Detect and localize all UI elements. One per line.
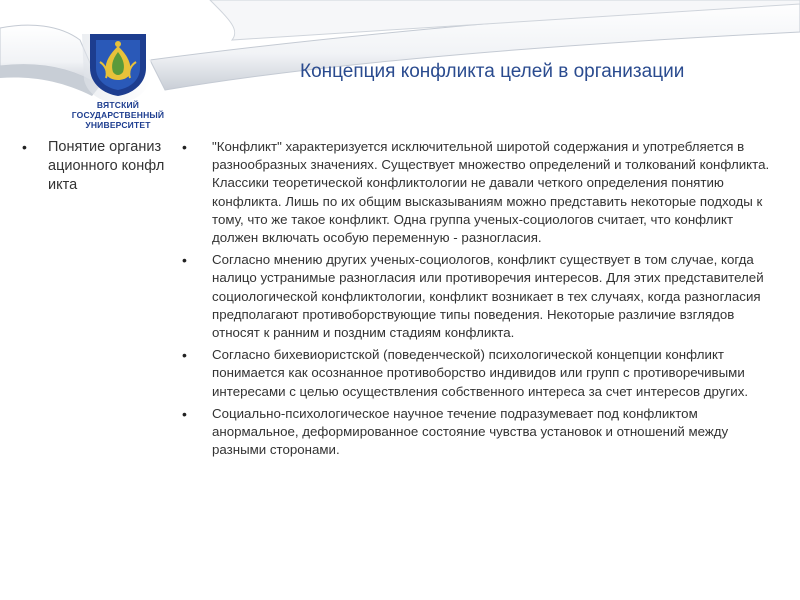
paragraph-text: Согласно мнению других ученых-социологов, конфликт существует в том случае, когда налицо устранимые разногласия или противоречия интересов. Для этих представителей социологической конфликтологии, конфликт возникает в тех случаях, когда разногласия предполагают противоборствующие типы поведения. Некоторые различие взглядов относят к ранним и поздним стадиям конфликта.: [212, 252, 764, 341]
slide-title: Концепция конфликта целей в организации: [300, 61, 685, 82]
paragraph-text: "Конфликт" характеризуется исключительной широтой содержания и употребляется в разнообразных значениях. Существует множество определений и толкований конфликта. Классики теоретической конфликтологии не давали четкого определения понятию конфликта. Лишь по их общим высказываниям можно представить некоторые подходы к тому, что же такое конфликт. Одна группа ученых-социологов считает, что конфликт должен включать особую переменную - разногласия.: [212, 139, 770, 246]
list-item: [182, 138, 772, 247]
topic-label: Понятие организационного конфликта: [48, 139, 165, 193]
bullet-icon: •: [182, 347, 187, 364]
right-column: [182, 138, 772, 463]
university-logo: [78, 32, 158, 98]
bullet-icon: •: [182, 139, 187, 155]
left-column: [22, 138, 172, 195]
paragraph-text: Согласно бихевиористской (поведенческой) психологической концепции конфликт понимается как осознанное противоборство индивидов или групп с противоречивыми интересами с целью осуществления собственного интереса за счет интересов других.: [212, 347, 749, 399]
bullet-icon: •: [182, 252, 187, 269]
bullet-icon: •: [182, 405, 187, 422]
university-name-line: УНИВЕРСИТЕТ: [85, 120, 151, 130]
university-name-line: ВЯТСКИЙ: [96, 100, 140, 110]
list-item: [182, 251, 772, 342]
list-item: [22, 138, 172, 195]
paragraph-text: Социально-психологическое научное течение подразумевает под конфликтом анормальное, деформированное состояние чувства установок и отношений между разными сторонами.: [212, 405, 729, 458]
bullet-icon: •: [22, 139, 27, 155]
university-name: [70, 100, 166, 130]
university-name-line: ГОСУДАРСТВЕННЫЙ: [71, 110, 165, 120]
list-item: [182, 346, 772, 401]
list-item: [182, 405, 772, 460]
